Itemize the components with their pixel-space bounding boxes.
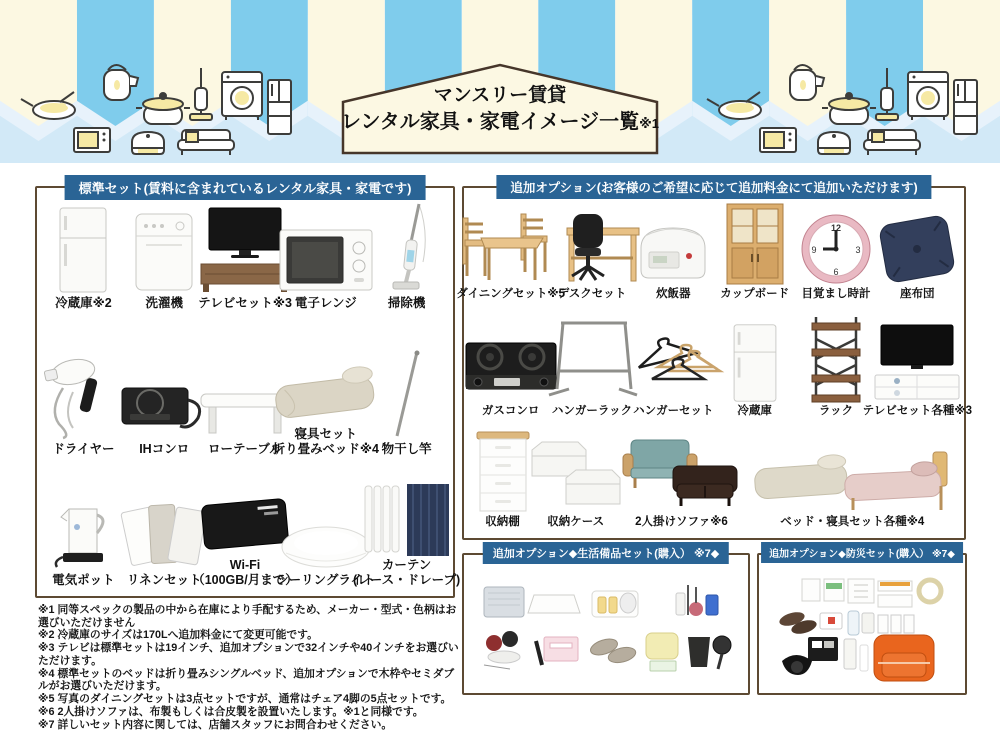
fridge-image bbox=[54, 202, 112, 294]
product-label: 炊飯器 bbox=[656, 288, 691, 300]
product-row bbox=[456, 202, 958, 302]
microwave-icon bbox=[74, 128, 110, 152]
storage-shelf-image bbox=[475, 432, 531, 514]
rice-cooker-icon bbox=[818, 132, 850, 154]
footnote-line: ※7 詳しいセット内容に関しては、店舗スタッフにお問合わせください。 bbox=[38, 718, 393, 731]
product-label: 収納ケース bbox=[547, 516, 605, 529]
product-item-hanger-rack bbox=[551, 315, 632, 419]
product-item-washer bbox=[124, 202, 205, 311]
product-label: デスクセット bbox=[557, 288, 627, 300]
bedding-set-image bbox=[272, 337, 380, 425]
sofa-icon bbox=[864, 130, 920, 155]
product-label: ガスコンロ bbox=[481, 405, 540, 418]
product-item-tv-board-set bbox=[198, 202, 292, 311]
product-label: ドライヤー bbox=[52, 441, 115, 456]
product-label: 掃除機 bbox=[387, 296, 426, 310]
product-item-cupboard bbox=[714, 202, 795, 302]
page-title-line2 bbox=[338, 109, 662, 135]
disaster-kit-collage bbox=[759, 555, 965, 693]
footnote-line: ※5 写真のダイニングセットは3点セットですが、通常はチェア4脚の5点セットです。 bbox=[38, 693, 452, 706]
fridge-small-image bbox=[728, 315, 782, 403]
product-label: 収納棚 bbox=[485, 516, 520, 529]
product-item-microwave bbox=[285, 202, 366, 311]
washing-machine-icon bbox=[222, 72, 262, 120]
product-item-curtain bbox=[353, 482, 461, 588]
product-item-hair-dryer bbox=[43, 352, 124, 457]
footnotes bbox=[38, 604, 464, 731]
bed-sets-image bbox=[753, 432, 951, 514]
product-label-line2: （100GB/月まで） bbox=[192, 573, 298, 587]
product-label-line2: (レース・ドレープ) bbox=[353, 573, 461, 587]
product-row bbox=[43, 482, 461, 588]
fridge-icon bbox=[954, 80, 977, 134]
life-goods-collage-image bbox=[480, 581, 732, 677]
page-title-note: ※1 bbox=[639, 115, 659, 131]
desk-set-image bbox=[543, 202, 641, 286]
page-title-text: レンタル家具・家電イメージ一覧 bbox=[341, 110, 640, 133]
hair-dryer-image bbox=[43, 352, 123, 440]
disaster-kit-box bbox=[757, 549, 967, 695]
kettle-icon bbox=[104, 65, 138, 100]
product-label: ローテーブル bbox=[208, 441, 282, 456]
product-label: IHコンロ bbox=[139, 441, 190, 456]
product-label: カップボード bbox=[720, 288, 790, 300]
product-item-stick-vacuum bbox=[366, 202, 447, 311]
optional-set-header: 追加オプション(お客様のご希望に応じて追加料金にて追加いただけます) bbox=[496, 175, 931, 199]
page-title-line1: マンスリー賃貸 bbox=[433, 85, 567, 106]
footnote-line: ※2 冷蔵庫のサイズは170Lへ追加料金にて変更可能です。 bbox=[38, 629, 318, 642]
vacuum-icon bbox=[876, 68, 898, 120]
svg-text:9: 9 bbox=[811, 245, 817, 255]
product-label: 冷蔵庫 bbox=[737, 405, 772, 418]
product-item-tv-set-variants bbox=[862, 315, 972, 419]
product-label: 物干し竿 bbox=[381, 441, 432, 456]
product-item-gas-stove bbox=[470, 315, 551, 419]
product-row bbox=[43, 337, 447, 457]
product-item-hanger-set bbox=[633, 315, 714, 419]
optional-set-grid bbox=[456, 188, 972, 538]
product-label: リネンセット bbox=[126, 573, 202, 587]
product-label: ハンガーセット bbox=[633, 405, 714, 418]
product-item-bedding-set bbox=[272, 337, 379, 457]
product-item-storage-shelf bbox=[470, 432, 535, 530]
storage-case-image bbox=[528, 432, 624, 514]
product-item-bed-sets bbox=[747, 432, 958, 530]
footnote-line: ※6 2人掛けソファは、布製もしくは合皮製を設置いたします。※1と同様です。 bbox=[38, 705, 424, 718]
product-row bbox=[43, 202, 447, 311]
product-label: 座布団 bbox=[900, 288, 935, 300]
product-label: ベッド・寝具セット各種※4 bbox=[780, 516, 925, 529]
svg-text:12: 12 bbox=[830, 223, 841, 233]
product-label: カーテン (レース・ドレープ) bbox=[353, 558, 461, 587]
hanger-rack-image bbox=[547, 315, 637, 403]
product-item-laundry-pole bbox=[366, 352, 447, 457]
footnote-line: ※4 標準セットのベッドは折り畳みシングルベッド、追加オプションで木枠やセミダブルがお選びいただけます。 bbox=[38, 667, 455, 693]
optional-set-panel bbox=[456, 181, 972, 540]
standard-set-header: 標準セット(賃料に含まれているレンタル家具・家電です) bbox=[65, 175, 426, 200]
product-item-fridge-small bbox=[714, 315, 795, 419]
footnote-line: ※1 同等スペックの製品の中から在庫により手配するため、メーカー・型式・色柄はお選びいただけません bbox=[38, 604, 457, 629]
product-label: ラック bbox=[818, 405, 854, 418]
sofa-icon bbox=[178, 130, 234, 155]
standard-set-panel bbox=[35, 181, 461, 598]
rice-cooker-icon bbox=[132, 132, 164, 154]
laundry-pole-image bbox=[391, 352, 423, 440]
tv-set-variants-image bbox=[873, 315, 961, 403]
product-label: シーリングライト bbox=[276, 573, 376, 587]
microwave-icon bbox=[760, 128, 796, 152]
stick-vacuum-image bbox=[385, 202, 429, 294]
product-label: 寝具セット 折り畳みベッド※4 bbox=[272, 426, 379, 456]
title-banner bbox=[338, 60, 662, 156]
product-item-sofa-duo bbox=[616, 432, 746, 530]
product-label: 電気ポット bbox=[52, 573, 115, 587]
electric-pot-image bbox=[51, 497, 115, 571]
product-item-rice-cooker bbox=[633, 202, 714, 302]
product-label: 冷蔵庫※2 bbox=[55, 296, 112, 310]
pot-icon bbox=[822, 93, 876, 124]
product-item-ih-stove bbox=[124, 352, 205, 457]
svg-text:6: 6 bbox=[833, 267, 839, 277]
product-item-dining-set bbox=[456, 202, 565, 302]
metal-rack-image bbox=[808, 315, 864, 403]
life-goods-collage bbox=[464, 555, 748, 693]
ih-stove-image bbox=[120, 352, 208, 440]
product-label: テレビセット※3 bbox=[198, 296, 292, 310]
product-label: 目覚まし時計 bbox=[801, 288, 871, 300]
product-label: 電子レンジ bbox=[294, 296, 357, 310]
product-row bbox=[470, 315, 972, 419]
product-label: 2人掛けソファ※6 bbox=[635, 516, 728, 529]
washer-image bbox=[132, 202, 196, 294]
page-title bbox=[338, 84, 662, 135]
standard-set-grid bbox=[37, 188, 461, 596]
life-goods-box bbox=[462, 548, 750, 695]
floor-cushion-image bbox=[877, 202, 957, 286]
footnote-line: ※3 テレビは標準セットは19インチ、追加オプションで32インチや40インチをお選びいただけます。 bbox=[38, 642, 459, 667]
life-goods-header: 追加オプション◆生活備品セット(購入） ※7◆ bbox=[483, 542, 729, 564]
disaster-kit-header: 追加オプション◆防災セット(購入） ※7◆ bbox=[761, 542, 963, 563]
fridge-icon bbox=[268, 80, 291, 134]
product-item-wifi-router bbox=[192, 482, 298, 588]
product-label: ダイニングセット※5 bbox=[456, 288, 565, 300]
product-item-fridge bbox=[43, 202, 124, 311]
hanger-set-image bbox=[626, 315, 720, 403]
product-item-desk-set bbox=[551, 202, 632, 302]
washing-machine-icon bbox=[908, 72, 948, 120]
product-label: ハンガーラック bbox=[551, 405, 633, 418]
disaster-kit-collage-image bbox=[774, 575, 950, 683]
kettle-icon bbox=[790, 65, 824, 100]
cupboard-image bbox=[725, 202, 785, 286]
product-label: 洗濯機 bbox=[145, 296, 183, 310]
product-item-electric-pot bbox=[43, 497, 124, 588]
curtain-image bbox=[363, 482, 451, 556]
product-label: テレビセット各種※3 bbox=[862, 405, 972, 418]
product-item-alarm-clock bbox=[795, 202, 876, 302]
sofa-duo-image bbox=[621, 432, 741, 514]
product-item-floor-cushion bbox=[877, 202, 958, 302]
frying-pan-icon bbox=[21, 92, 75, 119]
product-label-line2: 折り畳みベッド※4 bbox=[272, 441, 379, 456]
svg-text:3: 3 bbox=[855, 245, 861, 255]
microwave-image bbox=[278, 202, 374, 294]
vacuum-icon bbox=[190, 68, 212, 120]
gas-stove-image bbox=[464, 315, 558, 403]
product-item-storage-case bbox=[535, 432, 616, 530]
product-label: Wi-Fi （100GB/月まで） bbox=[192, 558, 298, 587]
alarm-clock-image bbox=[799, 202, 873, 286]
appliance-doodles-left bbox=[20, 50, 292, 167]
product-row bbox=[470, 432, 958, 530]
rice-cooker-image bbox=[633, 202, 713, 286]
pot-icon bbox=[136, 93, 190, 124]
product-item-metal-rack bbox=[795, 315, 876, 419]
appliance-doodles-right bbox=[706, 50, 978, 167]
frying-pan-icon bbox=[707, 92, 761, 119]
